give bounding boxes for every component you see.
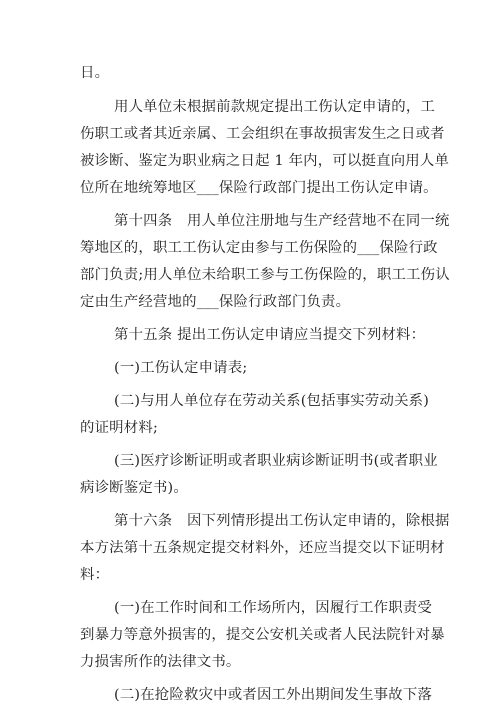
text-line: 位所在地统筹地区___保险行政部门提出工伤认定申请。 (80, 180, 438, 196)
text-line: 日。 (80, 65, 110, 81)
text-line: 的证明材料; (80, 420, 159, 436)
text-line: (二)与用人单位存在劳动关系(包括事实劳动关系) (114, 393, 430, 409)
text-line: 料： (80, 567, 110, 583)
text-line: 第十五条 提出工伤认定申请应当提交下列材料： (114, 327, 426, 343)
text-line: 用人单位未根据前款规定提出工伤认定申请的，工 (114, 99, 435, 115)
text-line: 被诊断、鉴定为职业病之日起 1 年内，可以挺直向用人单 (80, 153, 450, 169)
text-line: 定由生产经营地的___保险行政部门负责。 (80, 294, 351, 310)
text-line: (一)工伤认定申请表; (114, 360, 248, 376)
text-line: 第十四条 用人单位注册地与生产经营地不在同一统 (114, 213, 450, 229)
text-line: 到暴力等意外损害的，提交公安机关或者人民法院针对暴 (80, 627, 445, 643)
text-line: (三)医疗诊断证明或者职业病诊断证明书(或者职业 (114, 453, 438, 469)
text-line: (二)在抢险救灾中或者因工外出期间发生事故下落 (114, 687, 433, 703)
text-line: 力损害所作的法律文书。 (80, 654, 241, 670)
text-line: 本方法第十五条规定提交材料外，还应当提交以下证明材 (80, 540, 445, 556)
text-line: 筹地区的，职工工伤认定由参与工伤保险的___保险行政 (80, 240, 438, 256)
text-line: 部门负责;用人单位未给职工参与工伤保险的，职工工伤认 (80, 267, 450, 283)
text-line: 第十六条 因下列情形提出工伤认定申请的，除根据 (114, 513, 450, 529)
text-line: (一)在工作时间和工作场所内，因履行工作职责受 (114, 600, 433, 616)
text-line: 伤职工或者其近亲属、工会组织在事故损害发生之日或者 (80, 126, 445, 142)
text-line: 病诊断鉴定书)。 (80, 480, 188, 496)
